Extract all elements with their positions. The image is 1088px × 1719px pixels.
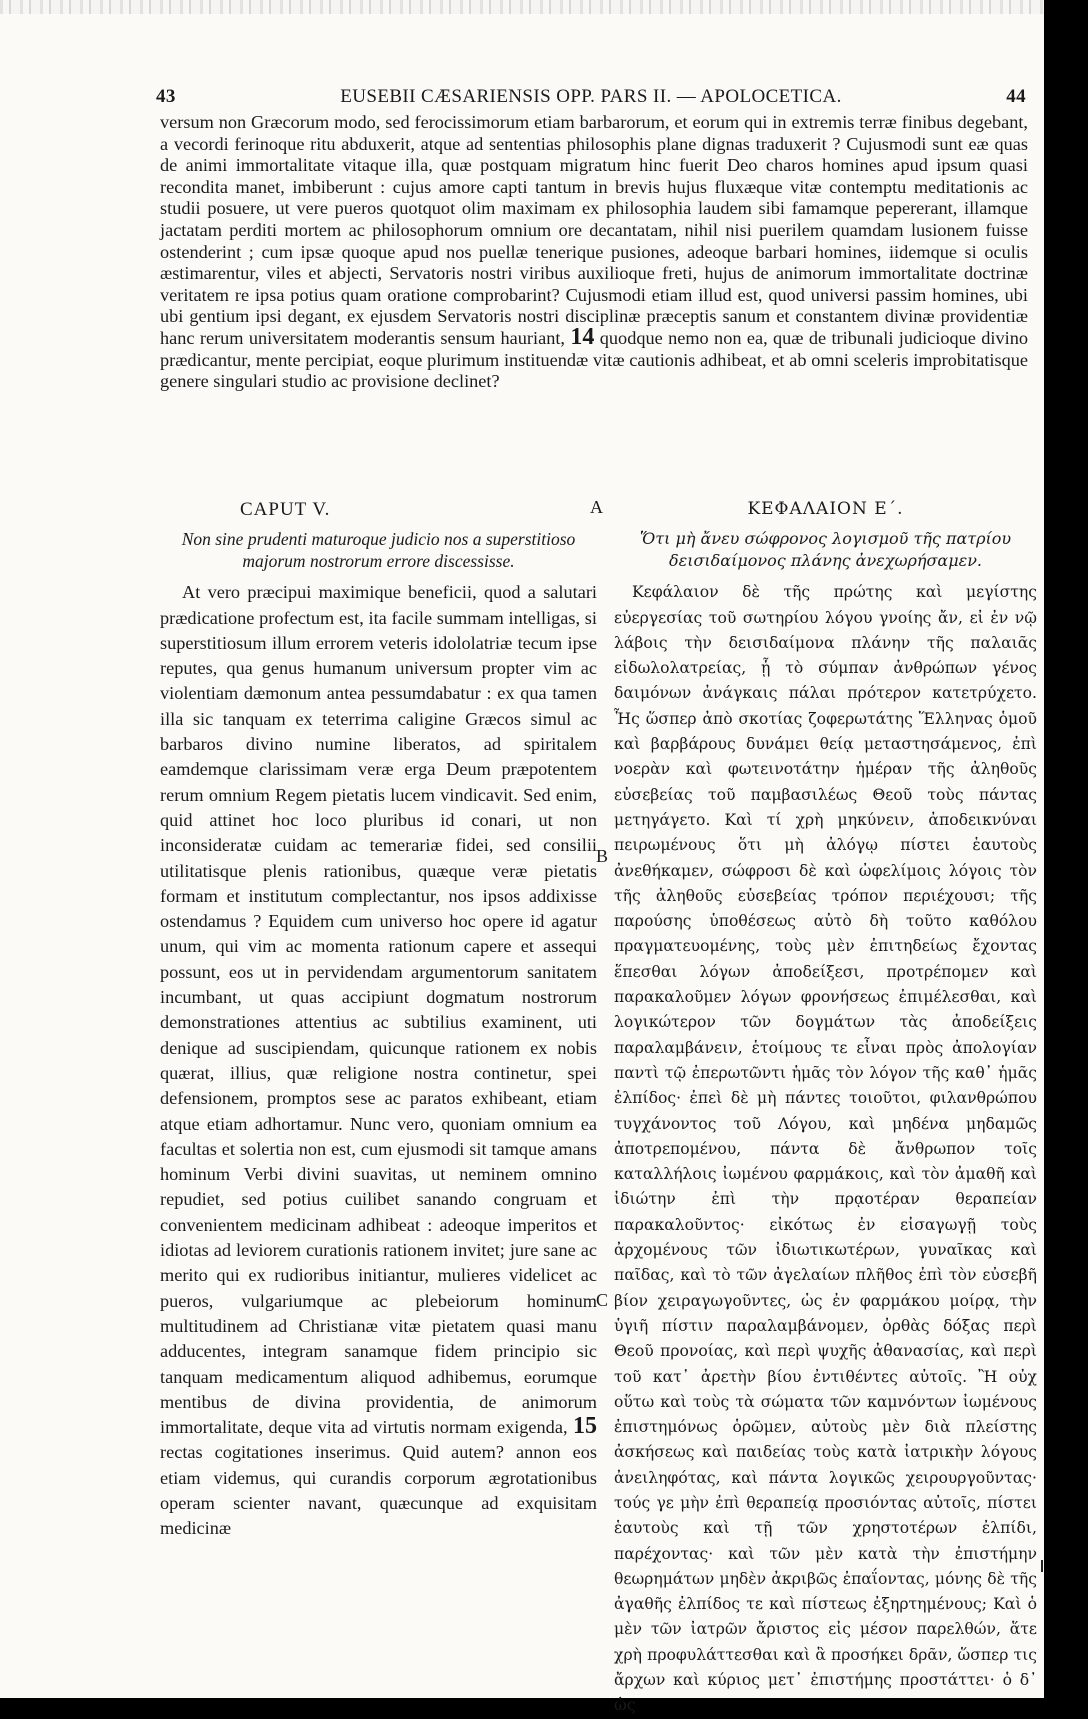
edge-mark [1041,1560,1043,1572]
intro-text-part1: versum non Græcorum modo, sed ferocissimorum etiam barbarorum, et eorum qui in extremis terræ finibus degebant, a vecordi ferinoque ritu abduxerit, atque ad sententias philosophis plane dignas traduxerit ? Cujusmodi sunt eæ quas de animi immortalitate vitaque illa, quæ postquam migratum hinc fuerit Deo charos homines apud ipsum quasi recondita manet, imbiberunt : cujus amore capti tantum in brevis hujus fluxæque vitæ contemptu meditationis ac studii posuere, ut vere pueros quotquot olim maximam ex philosophia laudem sibi famamque pepererant, illamque jactatam perditi mortem ac philosophorum omnium ore decantatam, nihil nisi puerilem quamdam lusionem fuisse ostenderint ; cum ipsæ quoque apud nos puellæ tenerique pusiones, adeoque barbari homines, iidemque si oculis æstimarentur, viles et abjecti, Servatoris nostri viribus auxilioque freti, hujus de animorum immortalitate doctrinæ veritatem re ipsa potius quam oratione comprobarint? Cujusmodi etiam illud est, quod universi passim homines, ubi ubi gentium ipsi degant, ex ejusdem Servatoris nostri disciplinæ præceptis sanum et constantem divinæ providentiæ hanc rerum universitatem moderantis sensum hauriant, [160,112,1028,348]
section-marker-14: 14 [570,323,595,350]
section-marker-15: 15 [573,1413,597,1440]
margin-letter-a: A [590,497,603,517]
chapter-summary-greek: Ὅτι μὴ ἄνευ σώφρονος λογισμοῦ τῆς πατρίου δεισιδαίμονος πλάνης ἀνεχωρήσαμεν. [639,529,1012,571]
intro-paragraph [160,112,1028,393]
margin-letter-b: B [596,846,609,866]
intro-text [160,112,1028,393]
latin-body-text [160,580,597,1541]
chapter-heading-greek: ΚΕΦΑΛΑΙΟΝ Ε΄. [747,499,904,519]
latin-text-part1: At vero præcipui maximique beneficii, quod a salutari prædicatione profectum est, ita facile summam intelligas, si superstitiosum illum errorem veteris idololatriæ tecum ipse reputes, qua genus humanum universum propter vim ac violentiam dæmonum antea pessumdabatur : ex qua tamen illa sic tanquam ex teterrima caligine Græcos simul ac barbaros divino numine liberatos, ad spiritalem eamdemque clarissimam veræ erga Deum præpotentem rerum omnium Regem pietatis lucem vindicavit. Sed enim, quid attinet hoc loco pluribus id conari, ut non inconsideratæ cuidam ac temerariæ fidei, sed consilii utilitatisque plenis rationibus, quæque veræ pietatis formam et institutum complectantur, nos ipsos addixisse ostendamus ? Equidem cum universo hoc opere id agatur unum, qui vim ac momenta rationum capere et assequi possunt, eos ut in pervidendam argumentorum sanitatem incumbant, ut quas accipiunt dogmatum nostrorum demonstrationes attentius ac subtilius examinent, uti denique ad suscipiendam, quicunque rationem ex nobis quærat, illius, quæ religione nostra continetur, spei defensionem, promptos sese ac paratos exhibeant, etiam atque etiam adhortamur. Nunc vero, quoniam omnium ea facultas et solertia non est, cum ejusmodi sit tamque amans hominum Verbi divini suavitas, ut neminem omnino repudiet, sed potius cuilibet sanando congruam et convenientem medicinam adhibeat : adeoque imperitos et idiotas ad leviorem curationis rationem invitet; jure sane ac merito qui ex rudioribus initiantur, mulieres videlicet ac pueros, vulgariumque ac plebeiorum hominum multitudinem ad Christianæ vitæ pietatem quasi manu adducentes, integram sanamque fidem principio sic tanquam medicamentum aliquod adhibemus, eorumque mentibus de divina providentia, de animorum immortalitate, deque vita ad virtutis normam exigenda, [160,582,597,1438]
margin-letter-c: C [596,1290,609,1310]
running-title: EUSEBII CÆSARIENSIS OPP. PARS II. — APOLOCETICA. [340,86,842,107]
latin-text-part2: rectas cogitationes inserimus. Quid autem? annon eos etiam videmus, qui curandis corporum ægrotationibus operam scienter navant, quæcunque ad exquisitam medicinæ [160,1442,597,1539]
page-number-right: 44 [1006,86,1026,107]
greek-body-text: Κεφάλαιον δὲ τῆς πρώτης καὶ μεγίστης εὐεργεσίας τοῦ σωτηρίου λόγου γνοίης ἄν, εἰ ἐν νῷ λάβοις τὴν δεισιδαίμονα πλάνην τῆς παλαιᾶς εἰδωλολατρείας, ᾗ τὸ σύμπαν ἀνθρώπων γένος δαιμόνων ἀνάγκαις πάλαι πρότερον κατετρύχετο. Ἧς ὥσπερ ἀπὸ σκοτίας ζοφερωτάτης Ἕλληνας ὁμοῦ καὶ βαρβάρους δυνάμει θείᾳ μεταστησάμενος, ἐπὶ νοερὰν καὶ φωτεινοτάτην ἡμέραν τῆς ἀληθοῦς εὐσεβείας τοῦ παμβασιλέως Θεοῦ τοὺς πάντας μετηγάγετο. Καὶ τί χρὴ μηκύνειν, ἀποδεικνύναι πειρωμένους ὅτι μὴ ἀλόγῳ πίστει ἑαυτοὺς ἀνεθήκαμεν, σώφροσι δὲ καὶ ὠφελίμοις λόγοις τὸν τῆς ἀληθοῦς εὐσεβείας τρόπον περιέχουσι; τῆς παρούσης ὑποθέσεως αὐτὸ δὴ τοῦτο καθόλου πραγματευομένης, τοὺς μὲν ἐπιτηδείως ἔχοντας ἕπεσθαι λόγων ἀποδείξεσι, προτρέπομεν καὶ παρακαλοῦμεν λόγων φρονήσεως ἐπιμέλεσθαι, καὶ λογικώτερον τῶν δογμάτων τὰς ἀποδείξεις παραλαμβάνειν, ἑτοίμους τε εἶναι πρὸς ἀπολογίαν παντὶ τῷ ἐπερωτῶντι ἡμᾶς τὸν λόγον τῆς καθ᾽ ἡμᾶς ἐλπίδος· ἐπεὶ δὲ μὴ πάντες τοιοῦτοι, φιλανθρώπου τυγχάνοντος τοῦ Λόγου, καὶ μηδένα μηδαμῶς ἀποτρεπομένου, πάντα δὲ ἄνθρωπον τοῖς καταλλήλοις ἰωμένου φαρμάκοις, καὶ τὸν ἀμαθῆ καὶ ἰδιώτην ἐπὶ τὴν πρᾳοτέραν θεραπείαν παρακαλοῦντος· εἰκότως ἐν εἰσαγωγῇ τοὺς ἀρχομένους τῶν ἰδιωτικωτέρων, γυναῖκας καὶ παῖδας, καὶ τὸ τῶν ἀγελαίων πλῆθος ἐπὶ τὸν εὐσεβῆ βίον χειραγωγοῦντες, ὡς ἐν φαρμάκου μοίρᾳ, τὴν ὑγιῆ πίστιν παραλαμβάνομεν, ὀρθὰς δόξας περὶ Θεοῦ προνοίας, καὶ περὶ ψυχῆς ἀθανασίας, καὶ περὶ τοῦ κατ᾽ ἀρετὴν βίου ἐντιθέντες αὐτοῖς. Ἢ οὐχ οὕτω καὶ τοὺς τὰ σώματα τῶν καμνόντων ἰωμένους ἐπιστημόνως ὁρῶμεν, αὐτοὺς μὲν διὰ πλείστης ἀσκήσεως καὶ παιδείας τοὺς κατὰ ἰατρικὴν λόγους ἀνειληφότας, καὶ πάντα λογικῶς χειρουργοῦντας· τούς γε μὴν ἐπὶ θεραπείᾳ προσιόντας αὐτοῖς, πίστει ἑαυτοὺς καὶ τῇ τῶν χρηστοτέρων ἐλπίδι, παρέχοντας· καὶ τῶν μὲν κατὰ τὴν ἐπιστήμην θεωρημάτων μηδὲν ἀκριβῶς ἐπαΐοντας, μόνης δὲ τῆς ἀγαθῆς ἐλπίδος τε καὶ πίστεως ἐξηρτημένους; Καὶ ὁ μὲν τῶν ἰατρῶν ἄριστος εἰς μέσον παρελθών, ἅτε χρὴ προφυλάττεσθαι καὶ ἃ προσήκει δρᾶν, ὥσπερ τις ἄρχων καὶ κύριος μετ᾽ ἐπιστήμης προστάττει· ὁ δ᾽ ὡς [614,583,1037,1715]
chapter-heading-latin: CAPUT V. [240,499,331,520]
chapter-summary-latin: Non sine prudenti maturoque judicio nos a superstitioso majorum nostrorum errore discessisse. [181,529,576,572]
greek-column [614,497,1037,1719]
intro-text-part2: quodque nemo non ea, quæ de tribunali judicioque divino prædicantur, mente percipiat, eoque plurimum instituendæ vitæ cautionis adhibeat, et ab omni sceleris improbitatisque genere singulari studio ac provisione declinet? [160,327,1029,392]
page-number-left: 43 [156,86,176,107]
scan-edge [0,0,1044,14]
latin-column [160,497,597,1542]
